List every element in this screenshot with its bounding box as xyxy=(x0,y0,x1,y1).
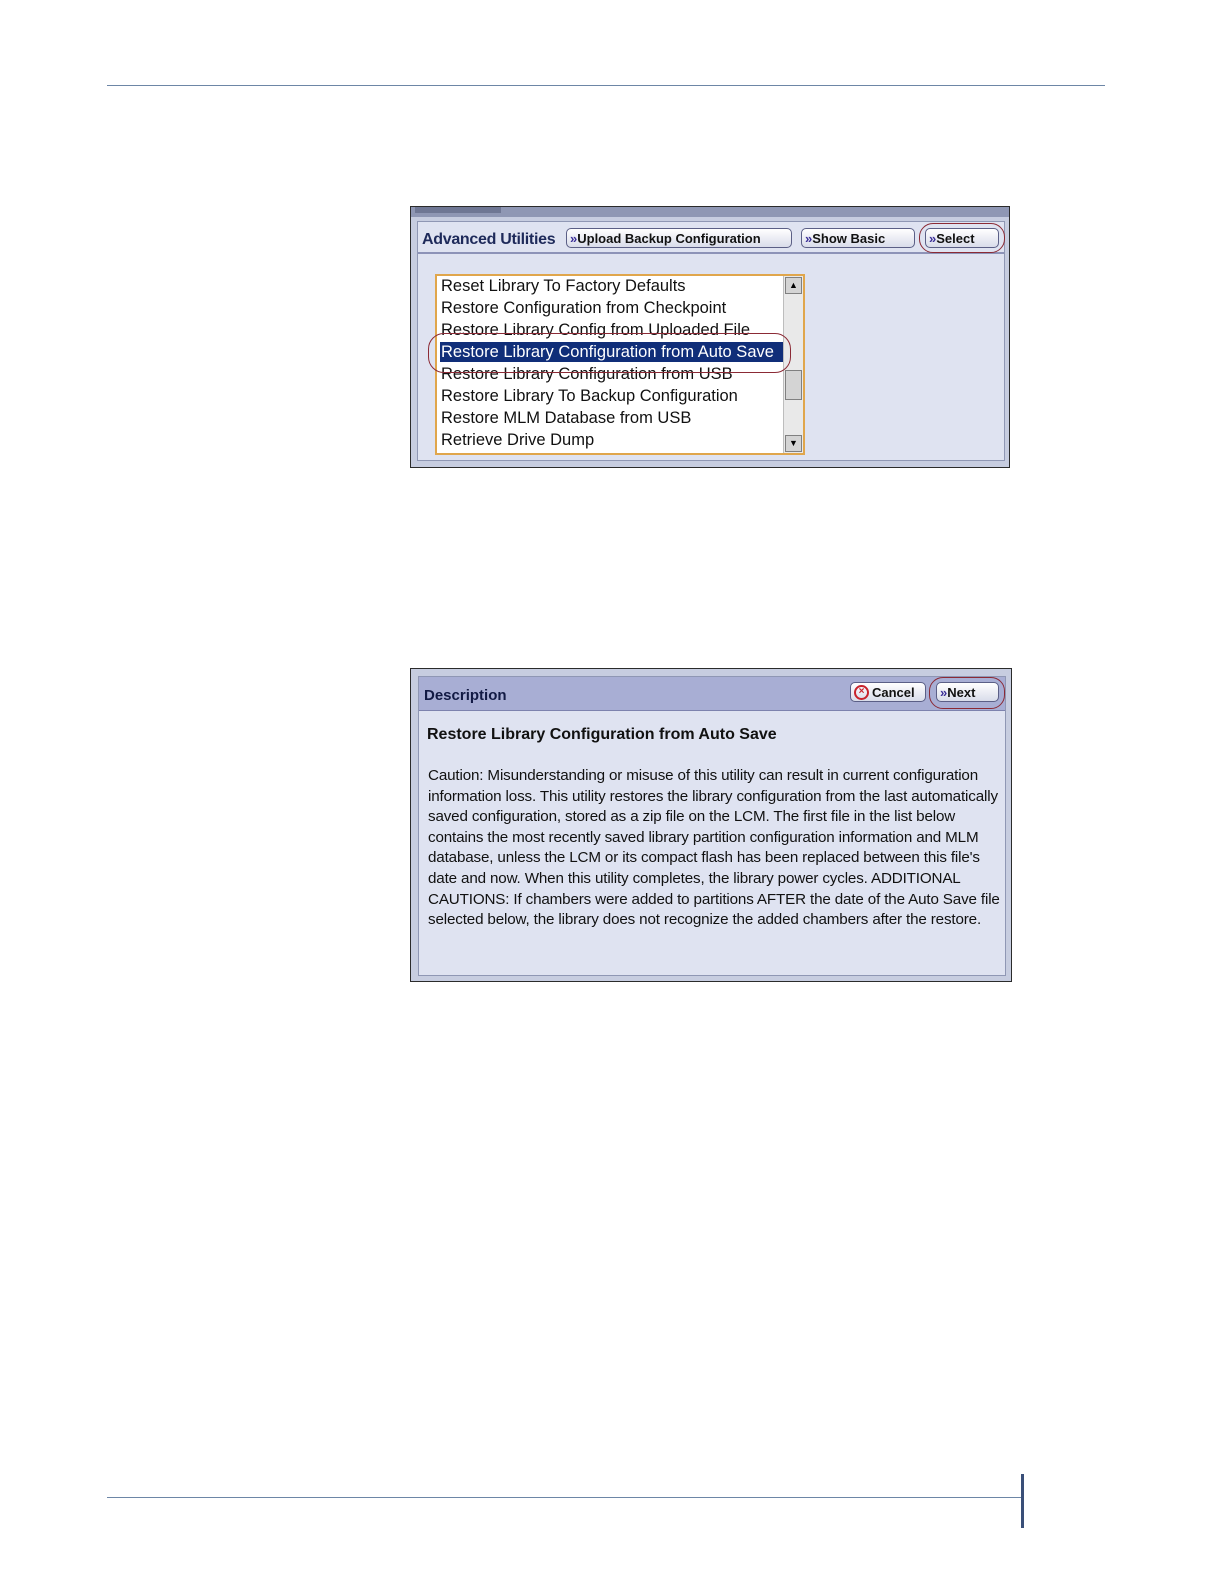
panel-header xyxy=(418,222,1004,254)
next-button-label: Next xyxy=(947,684,976,700)
select-callout xyxy=(919,223,1005,253)
advanced-utilities-screenshot xyxy=(410,206,1010,468)
description-panel xyxy=(418,676,1006,976)
cancel-icon: × xyxy=(854,685,869,700)
chevron-right-icon: » xyxy=(570,230,575,246)
list-item[interactable]: Reset Library To Factory Defaults xyxy=(441,277,686,295)
list-item[interactable]: Restore MLM Database from USB xyxy=(441,409,692,427)
list-item[interactable]: Restore Library Config from Uploaded File xyxy=(441,321,751,339)
scroll-down-icon[interactable]: ▼ xyxy=(785,435,802,452)
header-rule xyxy=(107,85,1105,86)
cancel-button[interactable] xyxy=(850,682,926,702)
scroll-up-icon[interactable]: ▲ xyxy=(785,277,802,294)
next-callout xyxy=(929,677,1005,709)
scrollbar-thumb[interactable] xyxy=(785,370,802,400)
footer-rule xyxy=(107,1497,1023,1498)
description-body: Caution: Misunderstanding or misuse of this utility can result in current configuration information loss. This utility restores the library configuration from the last automatically saved configuration, stored as a zip file on the LCM. The first file in the list below contains the most recently saved library partition configuration information and MLM database, unless the LCM or its compact flash has been replaced between this file's date and now. When this utility completes, the library power cycles. ADDITIONAL CAUTIONS: If chambers were added to partitions AFTER the date of the Auto Save file selected below, the library does not recognize the added chambers after the restore. xyxy=(428,767,1000,929)
list-item[interactable]: Restore Library To Backup Configuration xyxy=(441,387,738,405)
upload-button-label: Upload Backup Configuration xyxy=(577,230,761,246)
list-item[interactable]: Restore Library Configuration from USB xyxy=(441,365,733,383)
show-basic-button-label: Show Basic xyxy=(812,230,886,246)
advanced-utilities-panel xyxy=(417,221,1005,461)
upload-backup-configuration-button[interactable] xyxy=(566,228,792,248)
chevron-right-icon: » xyxy=(940,684,945,700)
list-item[interactable]: Retrieve Drive Dump xyxy=(441,431,595,449)
selected-item-callout xyxy=(428,333,791,373)
panel-title: Advanced Utilities xyxy=(422,231,556,248)
cancel-button-label: Cancel xyxy=(872,684,915,700)
list-item-selected[interactable]: Restore Library Configuration from Auto Save xyxy=(440,342,783,362)
chevron-right-icon: » xyxy=(929,230,934,246)
chevron-right-icon: » xyxy=(805,230,810,246)
description-heading: Restore Library Configuration from Auto Save xyxy=(427,726,777,743)
list-item[interactable]: Restore Configuration from Checkpoint xyxy=(441,299,727,317)
description-label: Description xyxy=(424,687,507,704)
select-button-label: Select xyxy=(936,230,975,246)
description-screenshot xyxy=(410,668,1012,982)
tab-edge xyxy=(415,207,501,213)
show-basic-button[interactable] xyxy=(801,228,915,248)
footer-vertical-rule xyxy=(1021,1474,1024,1528)
description-bar xyxy=(419,677,1005,711)
